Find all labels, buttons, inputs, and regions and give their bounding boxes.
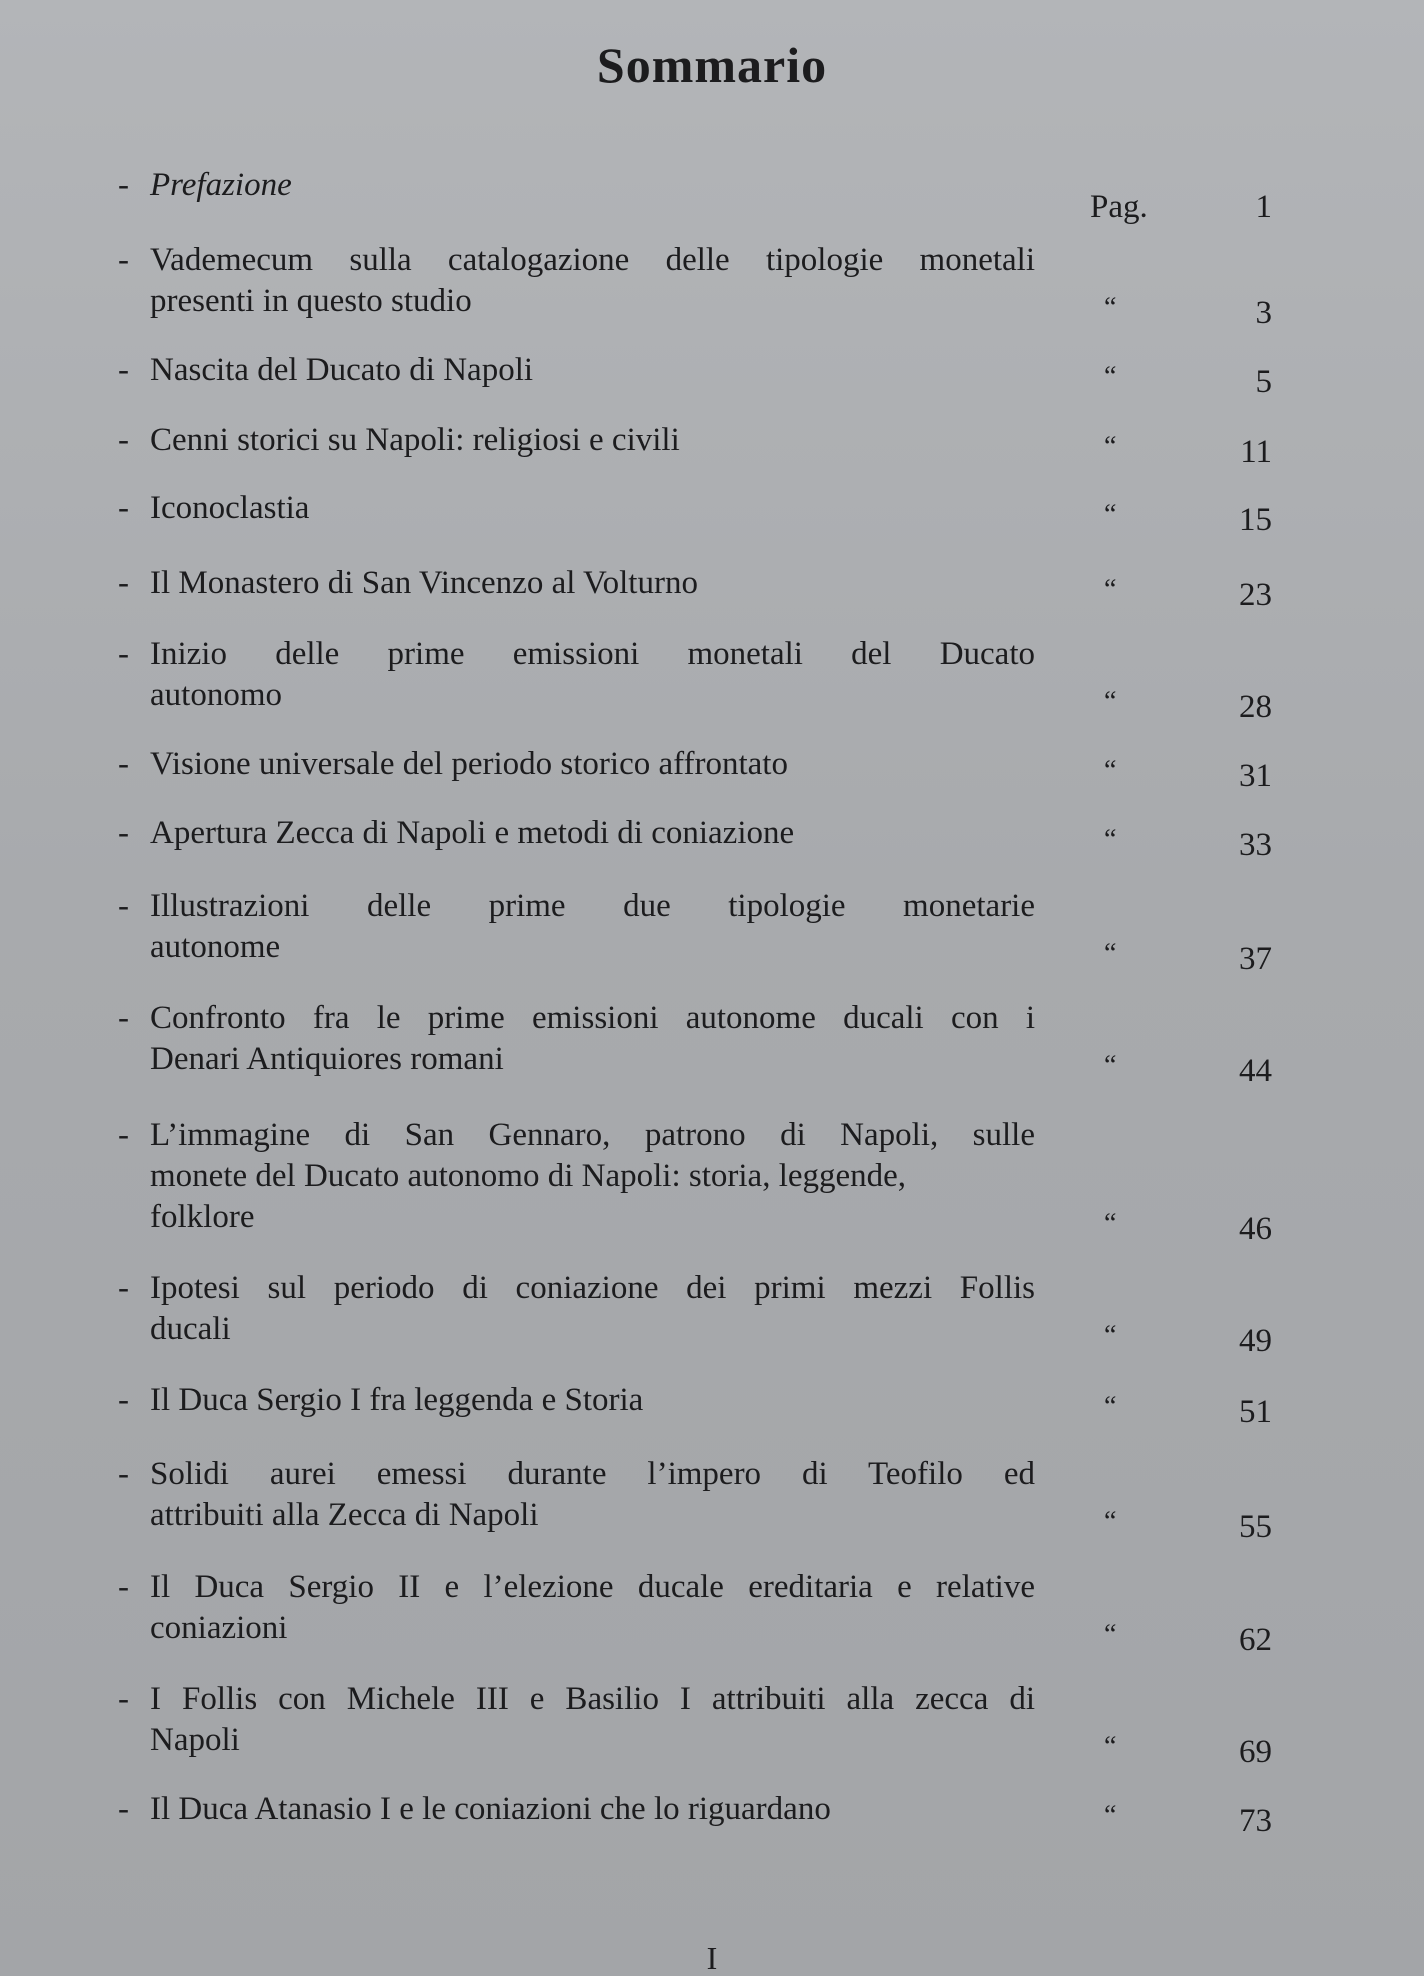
entry-title-line: presenti in questo studio xyxy=(150,283,472,319)
entry-title xyxy=(150,1268,1035,1350)
ditto-mark: “ xyxy=(1104,361,1117,392)
entry-page-number: 15 xyxy=(1239,502,1272,538)
ditto-mark: “ xyxy=(1104,499,1117,530)
entry-title-line: Il Duca Atanasio I e le coniazioni che lo riguardano xyxy=(150,1791,831,1827)
entry-title-line: Nascita del Ducato di Napoli xyxy=(150,352,534,388)
entry-bullet: - xyxy=(118,1569,129,1605)
entry-page-number: 33 xyxy=(1239,827,1272,863)
entry-title-line: Il Monastero di San Vincenzo al Volturno xyxy=(150,565,698,601)
entry-bullet: - xyxy=(118,242,129,278)
entry-title-line: Apertura Zecca di Napoli e metodi di coniazione xyxy=(150,815,795,851)
entry-bullet: - xyxy=(118,1382,129,1418)
entry-title xyxy=(150,634,1035,716)
entry-title xyxy=(150,1567,1035,1649)
entry-title xyxy=(150,886,1035,968)
entry-title-line: Ipotesi sul periodo di coniazione dei primi mezzi Follis xyxy=(150,1270,1035,1306)
entry-title-line: autonome xyxy=(150,929,281,965)
entry-bullet: - xyxy=(118,1681,129,1717)
entry-title-line: monete del Ducato autonomo di Napoli: storia, leggende, xyxy=(150,1158,907,1194)
entry-title xyxy=(150,998,1035,1080)
entry-page-number: 3 xyxy=(1255,295,1272,331)
entry-page-number: 28 xyxy=(1239,689,1272,725)
ditto-mark: “ xyxy=(1104,686,1117,717)
entry-page-number: 62 xyxy=(1239,1622,1272,1658)
pag-label: Pag. xyxy=(1090,189,1148,225)
entry-title xyxy=(150,240,1035,322)
entry-page-number: 46 xyxy=(1239,1211,1272,1247)
entry-bullet: - xyxy=(118,167,129,203)
entry-bullet: - xyxy=(118,1000,129,1036)
entry-title-line: Il Duca Sergio I fra leggenda e Storia xyxy=(150,1382,644,1418)
entry-title-line: I Follis con Michele III e Basilio I attribuiti alla zecca di xyxy=(150,1681,1035,1717)
entry-bullet: - xyxy=(118,1791,129,1827)
entry-page-number: 1 xyxy=(1255,189,1272,225)
ditto-mark: “ xyxy=(1104,1731,1117,1762)
entry-title-line: Solidi aurei emessi durante l’impero di Teofilo ed xyxy=(150,1456,1035,1492)
ditto-mark: “ xyxy=(1104,1391,1117,1422)
entry-title xyxy=(150,563,1035,604)
entry-page-number: 55 xyxy=(1239,1509,1272,1545)
entry-page-number: 23 xyxy=(1239,577,1272,613)
entry-title-line: Cenni storici su Napoli: religiosi e civili xyxy=(150,422,680,458)
ditto-mark: “ xyxy=(1104,1320,1117,1351)
entry-title-line: Iconoclastia xyxy=(150,490,310,526)
entry-page-number: 31 xyxy=(1239,758,1272,794)
entry-page-number: 69 xyxy=(1239,1734,1272,1770)
entry-page-number: 49 xyxy=(1239,1323,1272,1359)
ditto-mark: “ xyxy=(1104,431,1117,462)
entry-title xyxy=(150,350,1035,391)
entry-page-number: 44 xyxy=(1239,1053,1272,1089)
entry-bullet: - xyxy=(118,422,129,458)
entry-title xyxy=(150,1454,1035,1536)
entry-title-line: Inizio delle prime emissioni monetali del Ducato xyxy=(150,636,1035,672)
entry-title-line: Vademecum sulla catalogazione delle tipologie monetali xyxy=(150,242,1035,278)
ditto-mark: “ xyxy=(1104,292,1117,323)
entry-page-number: 11 xyxy=(1240,434,1272,470)
ditto-mark: “ xyxy=(1104,1208,1117,1239)
page-number-footer: I xyxy=(706,1940,718,1976)
entry-title xyxy=(150,1115,1035,1238)
entry-title-line: Prefazione xyxy=(150,167,292,203)
entry-bullet: - xyxy=(118,746,129,782)
entry-title-line: coniazioni xyxy=(150,1610,288,1646)
ditto-mark: “ xyxy=(1104,1506,1117,1537)
entry-title-line: ducali xyxy=(150,1311,231,1347)
ditto-mark: “ xyxy=(1104,1619,1117,1650)
entry-bullet: - xyxy=(118,1456,129,1492)
entry-title-line: Illustrazioni delle prime due tipologie monetarie xyxy=(150,888,1035,924)
entry-title xyxy=(150,813,1035,854)
entry-title-line: Confronto fra le prime emissioni autonome ducali con i xyxy=(150,1000,1035,1036)
entry-title-line: Visione universale del periodo storico affrontato xyxy=(150,746,788,782)
entry-title-line: Il Duca Sergio II e l’elezione ducale ereditaria e relative xyxy=(150,1569,1035,1605)
entry-bullet: - xyxy=(118,1270,129,1306)
entry-title xyxy=(150,420,1035,461)
entry-title-line: autonomo xyxy=(150,677,282,713)
entry-title-line: Denari Antiquiores romani xyxy=(150,1041,504,1077)
ditto-mark: “ xyxy=(1104,824,1117,855)
entry-page-number: 5 xyxy=(1255,364,1272,400)
ditto-mark: “ xyxy=(1104,1800,1117,1831)
entry-title-line: folklore xyxy=(150,1199,255,1235)
entry-title xyxy=(150,744,1035,785)
entry-title-line: attribuiti alla Zecca di Napoli xyxy=(150,1497,539,1533)
entry-title xyxy=(150,165,1035,206)
entry-title-line: Napoli xyxy=(150,1722,240,1758)
entry-bullet: - xyxy=(118,352,129,388)
entry-title xyxy=(150,1679,1035,1761)
entry-title xyxy=(150,1380,1035,1421)
entry-bullet: - xyxy=(118,636,129,672)
ditto-mark: “ xyxy=(1104,755,1117,786)
entry-page-number: 73 xyxy=(1239,1803,1272,1839)
ditto-mark: “ xyxy=(1104,938,1117,969)
entry-title xyxy=(150,1789,1035,1830)
entry-page-number: 51 xyxy=(1239,1394,1272,1430)
entry-title-line: L’immagine di San Gennaro, patrono di Napoli, sulle xyxy=(150,1117,1035,1153)
entry-bullet: - xyxy=(118,1117,129,1153)
entry-title xyxy=(150,488,1035,529)
ditto-mark: “ xyxy=(1104,574,1117,605)
ditto-mark: “ xyxy=(1104,1050,1117,1081)
entry-bullet: - xyxy=(118,815,129,851)
entry-bullet: - xyxy=(118,565,129,601)
entry-bullet: - xyxy=(118,490,129,526)
entry-bullet: - xyxy=(118,888,129,924)
entry-page-number: 37 xyxy=(1239,941,1272,977)
page-title: Sommario xyxy=(596,37,828,93)
